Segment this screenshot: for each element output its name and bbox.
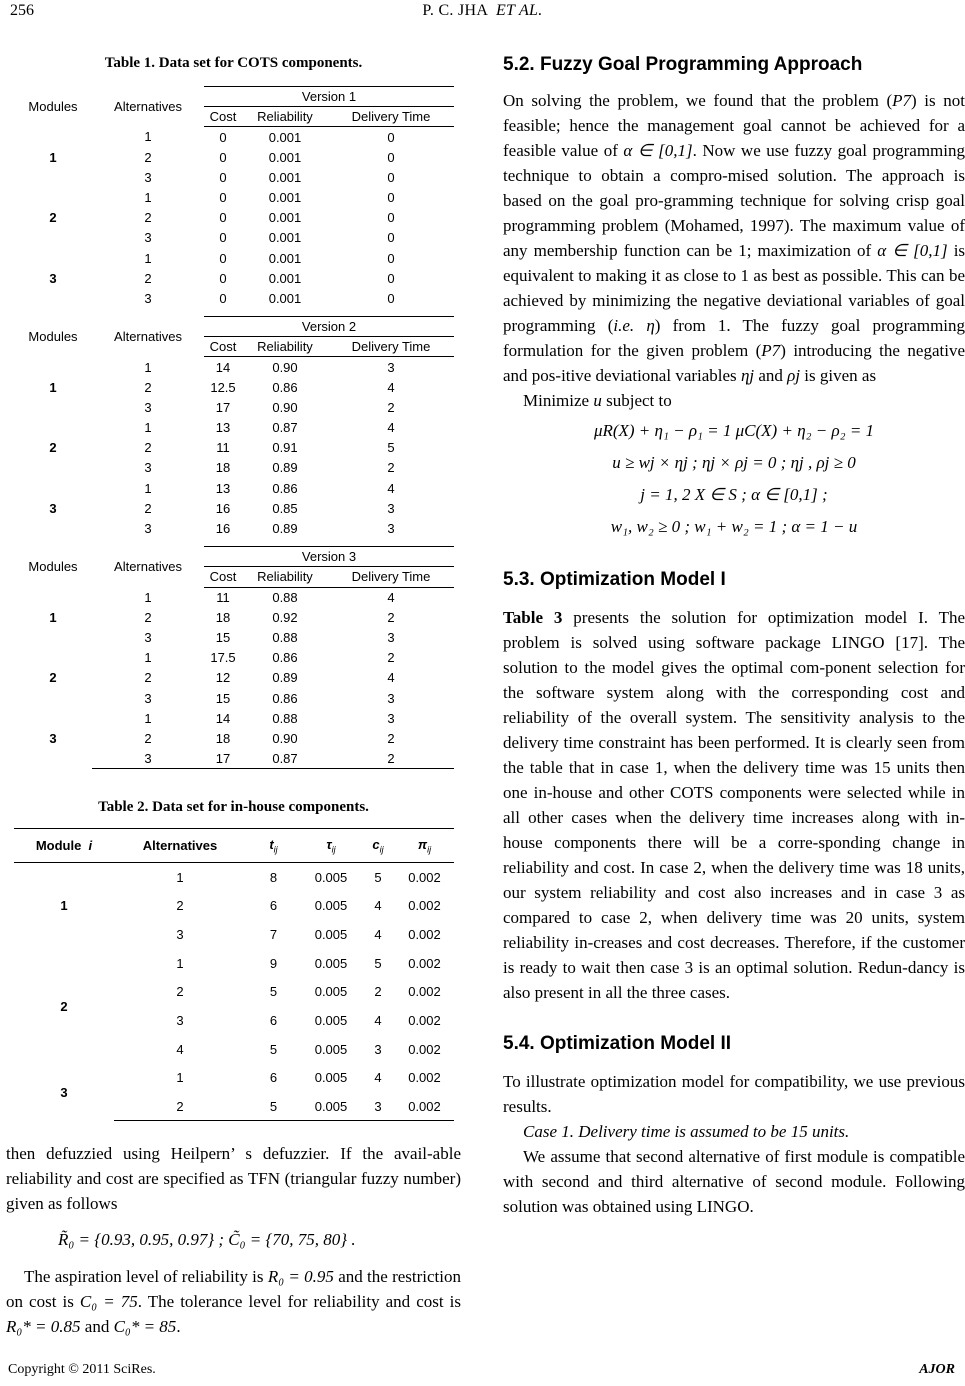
t1-header-modules: Modules — [28, 99, 78, 115]
table-cell: 0 — [219, 190, 227, 206]
t2-header-pi: $\pi_{ij}$ — [395, 829, 454, 863]
math-eta-j: ηj — [740, 366, 755, 385]
table-cell: 0.92 — [272, 609, 298, 625]
table-cell: 0.87 — [272, 420, 298, 436]
t2-header-tau: $\tau_{ij}$ — [301, 829, 361, 863]
table-cell: 0.86 — [272, 480, 298, 496]
table-cell: 0.90 — [272, 359, 298, 375]
table-cell: 3 — [387, 500, 395, 516]
table-cell: 1 — [144, 650, 152, 666]
table-cell: 6 — [269, 1012, 278, 1028]
table-cell: 0.001 — [268, 149, 302, 165]
table-cell: 11 — [216, 440, 230, 456]
table-cell: 3 — [387, 710, 395, 726]
table-cell: 4 — [387, 589, 395, 605]
t1-header-cost: Cost — [204, 567, 242, 587]
table-cell: 1 — [144, 359, 152, 375]
table-cell: 2 — [387, 650, 395, 666]
table-cell: 0.001 — [268, 169, 302, 185]
section-5-3-title: 5.3. Optimization Model I — [503, 569, 726, 590]
t1-header-delivery: Delivery Time — [328, 567, 454, 587]
left-paragraph-1: then defuzzied using Heilpern’ s defuzzier. If the avail-able reliability and cost are specified as TFN (triangular fuzzy number) given as follows — [6, 1144, 461, 1214]
table-cell: 9 — [269, 955, 278, 971]
table-cell: 3 — [144, 521, 152, 537]
table-row — [14, 127, 454, 147]
table-cell: 1 — [176, 869, 184, 885]
table-cell: 13 — [215, 420, 231, 436]
t1-header-reliability: Reliability — [242, 337, 328, 357]
equation-4: w₁, w₂ ≥ 0 ; w₁ + w₂ = 1 ; α = 1 − u — [610, 517, 858, 536]
section-5-4-paragraph-1: To illustrate optimization model for compatibility, we use previous results. — [503, 1072, 965, 1116]
table-cell: 0.87 — [242, 749, 328, 769]
section-5-4-title: 5.4. Optimization Model II — [503, 1033, 732, 1054]
table-cell: 0.91 — [272, 440, 298, 456]
table-cell: 0.005 — [314, 1070, 348, 1086]
table-cell: 2 — [144, 210, 152, 226]
table-cell: 3 — [387, 521, 395, 537]
module-id: 1 — [49, 609, 57, 625]
table-cell: 3 — [387, 629, 395, 645]
table-cell: 2 — [144, 609, 152, 625]
table-row — [14, 418, 454, 438]
table-cell: 0.001 — [268, 250, 302, 266]
math-c0-star: C₀* = 85 — [113, 1317, 177, 1337]
table-cell: 5 — [387, 440, 395, 456]
table-cell: 0.005 — [314, 1012, 348, 1028]
table-row — [14, 1064, 454, 1093]
table-cell: 0 — [219, 270, 227, 286]
minimize-line: Minimize u subject to — [523, 391, 672, 410]
equation-tfn: R̃₀ = {0.93, 0.95, 0.97} ; C̃₀ = {70, 75, 80} . — [58, 1230, 356, 1250]
table-cell: 0.001 — [268, 270, 302, 286]
footer-journal: AJOR — [919, 1362, 955, 1377]
table-cell: 3 — [144, 399, 152, 415]
table-cell: 0.90 — [272, 399, 298, 415]
table-cell: 2 — [387, 399, 395, 415]
table-cell: 0 — [387, 149, 395, 165]
t1-version-title: Version 2 — [204, 317, 454, 337]
equation-2: u ≥ wj × ηj ; ηj × ρj = 0 ; ηj , ρj ≥ 0 — [612, 453, 856, 472]
table-cell: 0 — [219, 250, 227, 266]
table-cell: 2 — [387, 730, 395, 746]
equation-3: j = 1, 2 X ∈ S ; α ∈ [0,1] ; — [640, 485, 828, 504]
module-id: 2 — [49, 210, 57, 226]
table-cell: 0 — [387, 210, 395, 226]
math-rho-j: ρj — [787, 366, 801, 385]
table-cell: 0 — [387, 190, 395, 206]
t1-header-cost: Cost — [204, 337, 242, 357]
math-alpha-1: α ∈ [0,1] — [623, 141, 693, 160]
table-cell: 3 — [176, 926, 184, 942]
table-cell: 8 — [269, 869, 278, 885]
table-cell: 18 — [215, 609, 231, 625]
table-cell: 0.002 — [395, 1092, 454, 1121]
table-cell: 11 — [216, 589, 230, 605]
table-cell: 0.001 — [268, 210, 302, 226]
table-row — [14, 478, 454, 498]
table-cell: 2 — [144, 500, 152, 516]
table-cell: 2 — [144, 379, 152, 395]
table-cell: 0.005 — [301, 1092, 361, 1121]
table-cell: 3 — [144, 629, 152, 645]
table-cell: 0.005 — [314, 898, 348, 914]
t2-header-c: $c_{ij}$ — [361, 829, 395, 863]
table-cell: 4 — [176, 1041, 184, 1057]
table-cell: 2 — [176, 898, 184, 914]
module-id: 3 — [49, 730, 57, 746]
table-cell: 7 — [269, 926, 278, 942]
table-cell: 5 — [269, 984, 278, 1000]
section-5-2-title: 5.2. Fuzzy Goal Programming Approach — [503, 54, 863, 75]
table-cell: 0 — [387, 290, 395, 306]
table2 — [14, 828, 454, 1121]
t2-header-alternatives: Alternatives — [114, 829, 246, 863]
module-id: 1 — [49, 149, 57, 165]
t1-header-modules: Modules — [28, 329, 78, 345]
table-cell: 2 — [387, 460, 395, 476]
table-cell: 0.86 — [272, 690, 298, 706]
table-cell: 2 — [328, 749, 454, 769]
table-cell: 3 — [144, 460, 152, 476]
table-cell: 1 — [144, 420, 152, 436]
table-cell: 0 — [387, 270, 395, 286]
table-cell: 4 — [387, 379, 395, 395]
table-cell: 2 — [114, 1092, 246, 1121]
table-cell: 0 — [219, 210, 227, 226]
table-cell: 3 — [144, 169, 152, 185]
table-cell: 0 — [219, 129, 227, 145]
footer-copyright: Copyright © 2011 SciRes. — [8, 1362, 156, 1377]
section-5-4-paragraph-2: We assume that second alternative of first module is compatible with second and third alternative of second module. Following solution was obtained using LINGO. — [503, 1147, 965, 1216]
table-cell: 4 — [374, 926, 382, 942]
table-cell: 17 — [215, 399, 231, 415]
table-cell: 2 — [144, 440, 152, 456]
table-cell: 0 — [219, 149, 227, 165]
table-cell: 1 — [176, 955, 184, 971]
table-cell: 0.005 — [314, 955, 348, 971]
table-cell: 0.86 — [272, 650, 298, 666]
table-cell: 13 — [215, 480, 231, 496]
table-cell: 12 — [215, 670, 231, 686]
table-cell: 0.002 — [408, 869, 441, 885]
module-id: 2 — [60, 998, 68, 1014]
table-cell: 3 — [92, 749, 204, 769]
table-cell: 2 — [374, 984, 382, 1000]
table-cell: 0.001 — [268, 129, 302, 145]
table-cell: 2 — [387, 609, 395, 625]
table-cell: 14 — [215, 359, 231, 375]
t1-header-alternatives: Alternatives — [114, 99, 182, 115]
t1-header-alternatives: Alternatives — [114, 329, 182, 345]
table-cell: 2 — [144, 270, 152, 286]
t2-header-t: $t_{ij}$ — [246, 829, 301, 863]
module-id: 2 — [49, 670, 57, 686]
page-number: 256 — [10, 2, 34, 19]
table-cell: 3 — [361, 1092, 395, 1121]
table-row — [14, 949, 454, 978]
table-cell: 0.88 — [272, 629, 298, 645]
table-cell: 6 — [269, 1070, 278, 1086]
table-cell: 1 — [144, 480, 152, 496]
table1-caption: Table 1. Data set for COTS components. — [104, 55, 363, 71]
left-column — [6, 52, 461, 1339]
table-cell: 1 — [144, 250, 152, 266]
table-cell: 0.88 — [272, 710, 298, 726]
table-cell: 0 — [387, 169, 395, 185]
t1-header-modules: Modules — [28, 559, 78, 575]
table-cell: 18 — [215, 730, 231, 746]
table-cell: 0.005 — [314, 926, 348, 942]
table-row — [14, 357, 454, 377]
table-cell: 16 — [215, 500, 231, 516]
t1-header-reliability: Reliability — [242, 567, 328, 587]
section-5-4-case: Case 1. Delivery time is assumed to be 15 units. — [523, 1122, 850, 1141]
t2-header-module: Module i — [14, 829, 114, 863]
table-row — [14, 863, 454, 892]
table1 — [6, 86, 461, 769]
table-cell: 0.001 — [268, 190, 302, 206]
module-id: 3 — [49, 270, 57, 286]
table-cell: 4 — [374, 1012, 382, 1028]
table-cell: 0 — [219, 169, 227, 185]
table-cell: 5 — [374, 869, 382, 885]
math-c0: C₀ = 75 — [79, 1292, 138, 1312]
table-cell: 0.005 — [314, 984, 348, 1000]
math-r0: R₀ = 0.95 — [267, 1267, 334, 1287]
table-cell: 2 — [176, 984, 184, 1000]
module-id: 3 — [60, 1084, 68, 1100]
table-cell: 1 — [144, 589, 152, 605]
table-cell: 5 — [269, 1041, 278, 1057]
table-cell: 0.86 — [272, 379, 298, 395]
table-cell: 5 — [246, 1092, 301, 1121]
module-id: 3 — [49, 500, 57, 516]
math-r0-star: R₀* = 0.85 — [6, 1317, 81, 1337]
table-cell: 12.5 — [210, 379, 236, 395]
header-et-al: ET AL. — [495, 2, 543, 19]
t1-header-reliability: Reliability — [242, 107, 328, 127]
table-cell: 3 — [387, 359, 395, 375]
module-id: 1 — [49, 379, 57, 395]
table1-grid — [14, 86, 454, 769]
table-row — [14, 648, 454, 668]
table-cell: 0 — [387, 230, 395, 246]
table-cell: 3 — [387, 690, 395, 706]
running-header — [0, 2, 965, 20]
table-cell: 16 — [215, 521, 231, 537]
math-eta: η — [646, 316, 655, 335]
table-cell: 0.89 — [272, 670, 298, 686]
table-cell: 2 — [144, 149, 152, 165]
equation-1: μR(X) + η₁ − ρ₁ = 1 μC(X) + η₂ − ρ₂ = 1 — [593, 421, 875, 440]
table-cell: 0 — [219, 230, 227, 246]
header-authors: P. C. JHA — [422, 2, 488, 19]
table-cell: 0.002 — [408, 1012, 441, 1028]
t1-header-cost: Cost — [204, 107, 242, 127]
table-cell: 3 — [144, 690, 152, 706]
table-cell: 0.005 — [314, 1041, 348, 1057]
table-row — [14, 248, 454, 268]
table-cell: 4 — [387, 480, 395, 496]
table-cell: 0.002 — [408, 955, 441, 971]
t1-header-delivery: Delivery Time — [328, 337, 454, 357]
table-cell: 15 — [215, 629, 231, 645]
table-cell: 0 — [387, 250, 395, 266]
table-cell: 2 — [144, 670, 152, 686]
section-5-3-paragraph: Table 3 presents the solution for optimization model I. The problem is solved using software package LINGO [17]. The solution to the model gives the optimal com-ponent selection for the software system along with the corresponding cost and reliability of the overall system. The sensitivity analysis to the delivery time constraint has been performed. It is clearly seen from the table that in case 1, when the delivery time was 15 units then one in-house and other COTS components were selected while in all other cases when the delivery time increases along with in-house components there will be a corre-sponding change in reliability and cost. In case 2, when the delivery time was 18 units, our system reliability and cost also increases and in case 3 as compared to case 2, when delivery time was 20 units, system reliability in-creases and cost decreases. Therefore, if the customer is ready to wait then case 3 is an optimal solution. Redun-dancy is also present in all the three cases. — [503, 608, 965, 1002]
table-cell: 0.002 — [408, 926, 441, 942]
table-cell: 15 — [215, 690, 231, 706]
table-cell: 4 — [374, 898, 382, 914]
table-cell: 0.002 — [408, 1070, 441, 1086]
t1-header-delivery: Delivery Time — [328, 107, 454, 127]
table-cell: 2 — [144, 730, 152, 746]
table-cell: 3 — [176, 1012, 184, 1028]
table-cell: 3 — [144, 290, 152, 306]
table-cell: 0.001 — [268, 230, 302, 246]
table-cell: 4 — [387, 670, 395, 686]
table-cell: 0.002 — [408, 898, 441, 914]
table-cell: 1 — [144, 710, 152, 726]
table-row — [14, 708, 454, 728]
table-cell: 0.88 — [272, 589, 298, 605]
table2-caption: Table 2. Data set for in-house components. — [98, 799, 369, 816]
table-cell: 0.002 — [408, 1041, 441, 1057]
table-row — [14, 187, 454, 207]
table-cell: 1 — [144, 129, 152, 145]
table-cell: 17 — [204, 749, 242, 769]
t1-version-title: Version 3 — [204, 547, 454, 567]
table-cell: 14 — [215, 710, 231, 726]
table-cell: 17.5 — [210, 650, 236, 666]
table-cell: 1 — [144, 190, 152, 206]
table-cell: 0.89 — [272, 521, 298, 537]
table-cell: 0 — [219, 290, 227, 306]
table-cell: 0.002 — [408, 984, 441, 1000]
math-alpha-2: α ∈ [0,1] — [877, 241, 948, 260]
table-cell: 3 — [374, 1041, 382, 1057]
table-cell: 4 — [387, 420, 395, 436]
table-cell: 1 — [176, 1070, 184, 1086]
table-cell: 0.005 — [314, 869, 348, 885]
section-5-2-paragraph: On solving the problem, we found that the problem (P7) is not feasible; hence the management goal cannot be achieved for a feasible value of α ∈ [0,1]. Now we use fuzzy goal programming technique to obtain a compro-mised solution. The approach is based on the goal pro-gramming technique for solving crisp goal programming problem (Mohamed, 1997). The maximum value of any membership function can be 1; maximization of α ∈ [0,1] is equivalent to making it as close to 1 as best as possible. This can be achieved by minimizing the negative deviational variables of goal programming (i.e. η) from 1. The fuzzy goal programming formulation for the given problem (P7) introducing the negative and pos-itive deviational variables ηj and ρj is given as — [503, 91, 965, 385]
table-cell: 4 — [374, 1070, 382, 1086]
table-cell: 0.89 — [272, 460, 298, 476]
t1-version-title: Version 1 — [204, 87, 454, 107]
table-cell: 0.90 — [272, 730, 298, 746]
table-cell: 18 — [215, 460, 231, 476]
table-cell: 6 — [269, 898, 278, 914]
right-column — [503, 52, 965, 1219]
table-cell: 0.001 — [268, 290, 302, 306]
table-cell: 5 — [374, 955, 382, 971]
module-id: 1 — [60, 898, 68, 914]
module-id: 2 — [49, 440, 57, 456]
t1-header-alternatives: Alternatives — [114, 559, 182, 575]
left-paragraph-2: The aspiration level of reliability is R₀ = 0.95 and the restriction on cost is C₀ = 75. The tolerance level for reliability and cost is R₀* = 0.85 and C₀* = 85. — [6, 1267, 462, 1337]
table-cell: 3 — [144, 230, 152, 246]
table-row — [14, 587, 454, 607]
table-cell: 0 — [387, 129, 395, 145]
table-cell: 0.85 — [272, 500, 298, 516]
